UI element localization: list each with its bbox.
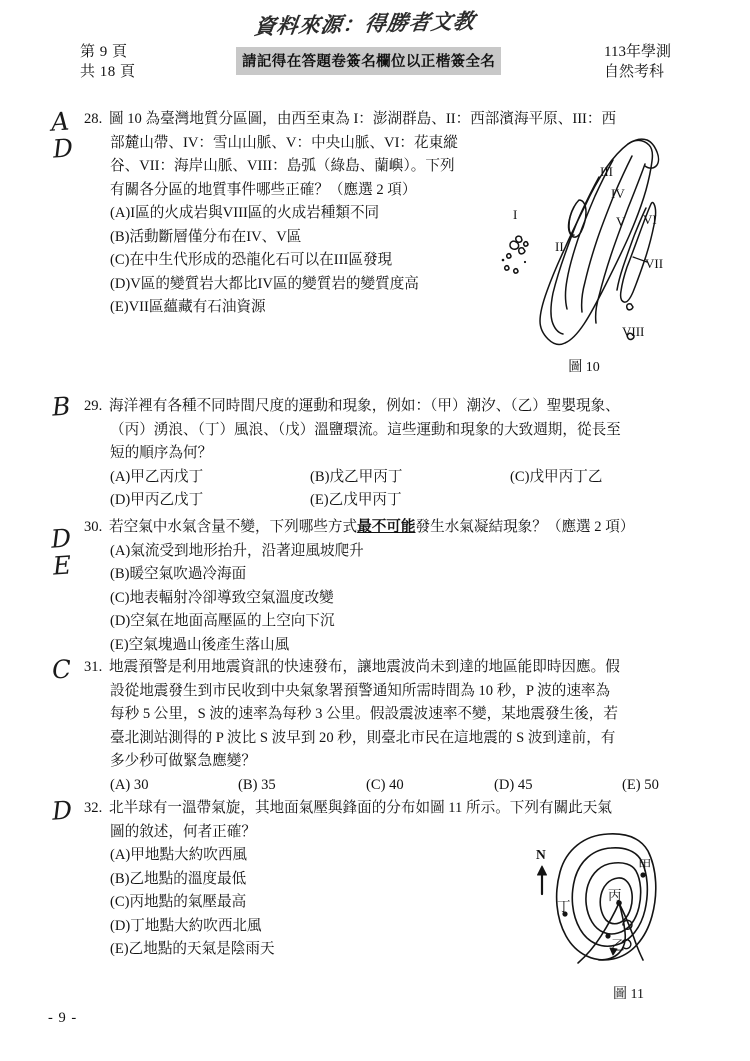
question-29-stem-line-2: （丙）湧浪、（丁）風浪、（戊）溫鹽環流。這些運動和現象的大致週期，從長至 [110, 421, 621, 438]
cyclone-map-drawing [512, 826, 727, 981]
page-current: 第 9 頁 [80, 44, 128, 60]
question-28-option-d[interactable]: (D)V區的變質岩大都比IV區的變質岩的變質度高 [110, 275, 419, 292]
cyclone-label-north: N [536, 847, 546, 862]
question-31-number: 31. [84, 659, 103, 675]
page-footer: - 9 - [48, 1010, 78, 1026]
question-31-option-row [110, 774, 724, 798]
question-30-option-e[interactable]: (E)空氣塊過山後產生落山風 [110, 636, 290, 653]
question-29-stem-line-3: 短的順序為何？ [110, 445, 213, 461]
question-32-stem-line-2: 圖的敘述，何者正確？ [110, 823, 256, 840]
map-label-v: V [616, 214, 626, 229]
map-label-i: I [513, 207, 518, 222]
figure-taiwan-geology-map [495, 136, 685, 376]
question-28-stem-line-3: 谷、VII：海岸山脈、VIII：島弧（綠島、蘭嶼）。下列 [110, 158, 455, 174]
question-30 [84, 516, 724, 657]
question-30-option-c[interactable]: (C)地表輻射冷卻導致空氣溫度改變 [110, 589, 334, 606]
question-31 [84, 656, 724, 797]
cyclone-label-yi: 乙 [611, 938, 625, 953]
map-label-vii: VII [645, 256, 664, 271]
question-30-stem-suffix: 發生水氣凝結現象？（應選 2 項） [415, 519, 635, 535]
question-28-option-b[interactable]: (B)活動斷層僅分布在IV、V區 [110, 228, 302, 245]
taiwan-map-drawing [495, 136, 685, 354]
source-watermark: 資料來源：得勝者文教 [252, 8, 478, 39]
question-32-option-a[interactable]: (A)甲地點大約吹西風 [110, 847, 248, 863]
question-30-stem-emphasis: 最不可能 [357, 519, 416, 535]
handwritten-answer-q30: D E [50, 523, 74, 581]
station-dot-jia [640, 872, 645, 877]
question-31-option-d[interactable]: (D) 45 [494, 776, 533, 793]
question-28 [84, 108, 617, 320]
cyclone-label-ding: 丁 [557, 899, 571, 914]
question-29-option-row-1 [110, 466, 724, 490]
question-32-number: 32. [84, 800, 103, 816]
exam-year: 113年學測 [604, 44, 671, 60]
question-28-number: 28. [84, 111, 103, 127]
question-31-stem-line-1: 地震預警是利用地震資訊的快速發布，讓地震波尚未到達的地區能即時因應。假 [109, 659, 620, 675]
handwritten-answer-q32: D [51, 795, 75, 826]
handwritten-answer-q28: A D [50, 106, 75, 164]
map-label-viii: VIII [622, 324, 645, 339]
question-30-number: 30. [84, 519, 103, 535]
question-31-stem-line-3: 每秒 5 公里，S 波的速率為每秒 3 公里。假設震波速率不變，某地震發生後，若 [110, 706, 618, 722]
question-31-stem-line-2: 設從地震發生到市民收到中央氣象署預警通知所需時間為 10 秒，P 波的速率為 [110, 682, 611, 699]
question-29-option-a[interactable]: (A)甲乙丙戊丁 [110, 468, 204, 485]
question-28-stem-line-1: 圖 10 為臺灣地質分區圖，由西至東為 I：澎湖群島、II：西部濱海平原、III：西 [109, 111, 617, 127]
question-32-option-b[interactable]: (B)乙地點的溫度最低 [110, 870, 247, 887]
question-28-stem-line-2: 部麓山帶、IV：雪山山脈、V：中央山脈、VI：花東縱 [110, 134, 458, 151]
map-label-ii: II [555, 239, 564, 254]
page-total: 共 18 頁 [80, 64, 136, 80]
figure-10-caption: 圖 10 [568, 360, 600, 375]
question-31-option-c[interactable]: (C) 40 [366, 776, 404, 793]
handwritten-answer-q31: C [51, 654, 74, 685]
map-label-vi: VI [643, 212, 657, 227]
question-29-option-row-2 [110, 489, 724, 513]
question-29-option-c[interactable]: (C)戊甲丙丁乙 [510, 468, 603, 485]
question-28-option-e[interactable]: (E)VII區蘊藏有石油資源 [110, 299, 266, 315]
question-32 [84, 797, 612, 962]
cyclone-label-jia: 甲 [638, 858, 652, 873]
question-28-stem-line-4: 有關各分區的地質事件哪些正確？（應選 2 項） [110, 181, 417, 198]
question-30-option-b[interactable]: (B)暖空氣吹過冷海面 [110, 566, 247, 582]
question-29-option-b[interactable]: (B)戊乙甲丙丁 [310, 468, 403, 485]
question-31-option-b[interactable]: (B) 35 [238, 776, 276, 793]
map-label-iv: IV [611, 186, 625, 201]
question-31-stem-line-5: 多少秒可做緊急應變？ [110, 753, 256, 769]
exam-info-block [604, 42, 671, 82]
question-31-stem-line-4: 臺北測站測得的 P 波比 S 波早到 20 秒，則臺北市民在這地震的 S 波到達前，有 [110, 729, 616, 746]
question-30-option-d[interactable]: (D)空氣在地面高壓區的上空向下沉 [110, 613, 335, 629]
figure-cyclone-weather-map [512, 826, 727, 1003]
cyclone-label-bing: 丙 [608, 888, 622, 903]
page-number-block [80, 42, 136, 82]
handwritten-answer-q29: B [51, 391, 73, 422]
question-29-number: 29. [84, 398, 103, 414]
figure-11-caption: 圖 11 [613, 987, 644, 1002]
question-30-stem [109, 516, 724, 540]
station-dot-yi [605, 933, 610, 938]
question-30-option-a[interactable]: (A)氣流受到地形抬升，沿著迎風坡爬升 [110, 542, 364, 559]
page-header [0, 42, 750, 86]
question-32-option-e[interactable]: (E)乙地點的天氣是陰雨天 [110, 941, 275, 957]
question-29-option-d[interactable]: (D)甲丙乙戊丁 [110, 492, 204, 508]
question-32-stem-line-1: 北半球有一溫帶氣旋，其地面氣壓與鋒面的分布如圖 11 所示。下列有關此天氣 [109, 800, 612, 816]
map-label-iii: III [600, 164, 613, 179]
question-29 [84, 395, 724, 513]
question-28-option-c[interactable]: (C)在中生代形成的恐龍化石可以在III區發現 [110, 252, 393, 268]
question-30-stem-prefix: 若空氣中水氣含量不變，下列哪些方式 [109, 519, 358, 535]
question-32-option-d[interactable]: (D)丁地點大約吹西北風 [110, 917, 262, 934]
question-29-stem-line-1: 海洋裡有各種不同時間尺度的運動和現象，例如：（甲）潮汐、（乙）聖嬰現象、 [109, 398, 620, 414]
signature-reminder-banner: 請記得在答題卷簽名欄位以正楷簽全名 [236, 47, 501, 75]
question-31-option-a[interactable]: (A) 30 [110, 776, 149, 793]
question-29-option-e[interactable]: (E)乙戊甲丙丁 [310, 492, 402, 508]
question-32-option-c[interactable]: (C)丙地點的氣壓最高 [110, 894, 247, 910]
exam-subject: 自然考科 [604, 64, 665, 80]
question-31-option-e[interactable]: (E) 50 [622, 776, 659, 793]
question-28-option-a[interactable]: (A)I區的火成岩與VIII區的火成岩種類不同 [110, 205, 380, 221]
